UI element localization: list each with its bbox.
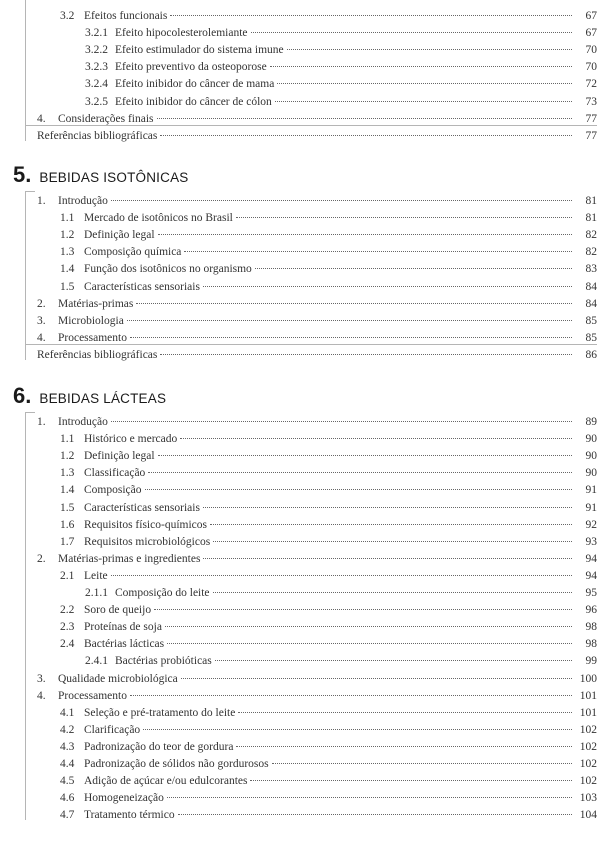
toc-entry[interactable] — [60, 602, 597, 619]
dot-leader — [251, 32, 572, 33]
entry-number: 2.2 — [60, 604, 75, 617]
entry-title: Matérias-primas e ingredientes — [58, 552, 201, 565]
entry-number: 1.7 — [60, 535, 75, 548]
entry-page-number: 103 — [579, 792, 597, 805]
dot-leader — [160, 354, 572, 355]
entry-number: 1.5 — [60, 501, 75, 514]
entry-number: 4. — [37, 689, 46, 702]
entry-page-number: 86 — [585, 348, 597, 361]
toc-entry[interactable] — [60, 227, 597, 244]
entry-page-number: 77 — [585, 112, 597, 125]
entry-number: 1.1 — [60, 433, 75, 446]
section-rule — [25, 191, 35, 192]
dot-leader — [203, 507, 572, 508]
toc-entry[interactable] — [37, 193, 597, 210]
dot-leader — [272, 763, 572, 764]
dot-leader — [236, 746, 572, 747]
entry-page-number: 89 — [585, 416, 597, 428]
entry-number: 1. — [37, 195, 46, 207]
toc-entry[interactable] — [60, 705, 597, 722]
dot-leader — [154, 609, 572, 610]
entry-number: 4. — [37, 112, 46, 125]
entry-number: 4.3 — [60, 740, 75, 753]
entry-number: 3.2.3 — [85, 61, 108, 74]
entry-number: 3.2 — [60, 10, 75, 22]
entry-page-number: 90 — [585, 450, 597, 463]
entry-page-number: 92 — [585, 518, 597, 531]
dot-leader — [170, 15, 572, 16]
entry-number: 2.4 — [60, 638, 75, 651]
entry-page-number: 82 — [585, 229, 597, 242]
dot-leader — [178, 814, 572, 815]
entry-title: Efeito inibidor do câncer de mama — [115, 78, 275, 91]
entry-number: 2.3 — [60, 621, 75, 634]
toc-entry[interactable] — [60, 279, 597, 296]
toc-entry[interactable] — [60, 8, 597, 25]
dot-leader — [238, 712, 572, 713]
entry-page-number: 67 — [585, 10, 597, 22]
dot-leader — [213, 592, 572, 593]
entry-title: Requisitos microbiológicos — [84, 535, 211, 548]
entry-page-number: 67 — [585, 27, 597, 40]
dot-leader — [277, 83, 572, 84]
toc-entry[interactable] — [60, 261, 597, 278]
entry-number: 1.2 — [60, 229, 75, 242]
toc-entry[interactable] — [60, 534, 597, 551]
entry-title: Qualidade microbiológica — [58, 672, 178, 685]
entry-number: 2.1 — [60, 569, 75, 582]
dot-leader — [167, 643, 572, 644]
toc-entry[interactable] — [85, 59, 597, 76]
entry-page-number: 98 — [585, 621, 597, 634]
toc-entry[interactable] — [60, 722, 597, 739]
entry-title: Efeito inibidor do câncer de cólon — [115, 95, 272, 108]
entry-title: Seleção e pré-tratamento do leite — [84, 706, 236, 719]
entry-page-number: 93 — [585, 535, 597, 548]
toc-entry[interactable] — [37, 313, 597, 330]
entry-title: Função dos isotônicos no organismo — [84, 263, 252, 276]
section-rule — [25, 412, 26, 820]
entry-number: 1.3 — [60, 467, 75, 480]
toc-entry[interactable] — [60, 773, 597, 790]
entry-page-number: 101 — [579, 689, 597, 702]
toc-entry[interactable] — [85, 653, 597, 670]
entry-number: 1.6 — [60, 518, 75, 531]
entry-title: Soro de queijo — [84, 604, 152, 617]
dot-leader — [111, 575, 572, 576]
entry-page-number: 102 — [579, 740, 597, 753]
toc-entry[interactable] — [85, 25, 597, 42]
dot-leader — [255, 268, 572, 269]
entry-number: 2. — [37, 297, 46, 310]
entry-title: Histórico e mercado — [84, 433, 178, 446]
entry-number: 3.2.5 — [85, 95, 108, 108]
toc-entry[interactable] — [60, 500, 597, 517]
dot-leader — [215, 660, 572, 661]
entry-page-number: 102 — [579, 723, 597, 736]
entry-title: Clarificação — [84, 723, 141, 736]
toc-entry[interactable] — [60, 517, 597, 534]
entry-number: 3. — [37, 314, 46, 327]
entry-title: Características sensoriais — [84, 280, 200, 293]
entry-number: 3. — [37, 672, 46, 685]
toc-entry[interactable] — [60, 448, 597, 465]
entry-number: 4.4 — [60, 758, 75, 770]
entry-page-number: 94 — [585, 552, 597, 565]
entry-title: Composição química — [84, 246, 182, 259]
entry-number: 1.3 — [60, 246, 75, 259]
entry-title: Considerações finais — [58, 112, 154, 125]
entry-number: 2.1.1 — [85, 587, 108, 599]
toc-entry[interactable] — [60, 465, 597, 482]
entry-number: 3.2.1 — [85, 27, 108, 40]
toc-entry[interactable] — [37, 688, 597, 705]
entry-page-number: 96 — [585, 604, 597, 617]
toc-entry[interactable] — [37, 296, 597, 313]
entry-page-number: 84 — [585, 297, 597, 310]
section-rule — [25, 191, 26, 360]
toc-entry[interactable] — [60, 482, 597, 499]
chapter-number: 5. — [13, 162, 32, 187]
entry-page-number: 91 — [585, 484, 597, 497]
dot-leader — [143, 729, 572, 730]
entry-page-number: 101 — [579, 706, 597, 719]
chapter-heading — [13, 383, 166, 409]
entry-title: Classificação — [84, 467, 146, 480]
dot-leader — [145, 489, 573, 490]
dot-leader — [148, 472, 572, 473]
entry-title: Tratamento térmico — [84, 809, 175, 822]
entry-title: Padronização do teor de gordura — [84, 740, 234, 753]
dot-leader — [180, 438, 572, 439]
entry-page-number: 84 — [585, 280, 597, 293]
entry-page-number: 83 — [585, 263, 597, 276]
entry-number: 1.5 — [60, 280, 75, 293]
entry-page-number: 104 — [579, 809, 597, 822]
entry-page-number: 77 — [585, 129, 597, 142]
dot-leader — [111, 200, 572, 201]
entry-number: 1.4 — [60, 263, 75, 276]
entry-number: 1. — [37, 416, 46, 428]
entry-page-number: 102 — [579, 775, 597, 788]
dot-leader — [165, 626, 572, 627]
toc-entry[interactable] — [85, 76, 597, 93]
entry-number: 2.4.1 — [85, 655, 108, 668]
dot-leader — [275, 101, 572, 102]
entry-number: 3.2.2 — [85, 44, 108, 57]
entry-title: Padronização de sólidos não gordurosos — [84, 758, 269, 770]
entry-title: Características sensoriais — [84, 501, 200, 514]
toc-entry[interactable] — [37, 414, 597, 431]
entry-page-number: 82 — [585, 246, 597, 259]
entry-page-number: 90 — [585, 433, 597, 446]
entry-number: 1.2 — [60, 450, 75, 463]
dot-leader — [136, 303, 572, 304]
entry-page-number: 102 — [579, 758, 597, 770]
entry-page-number: 81 — [585, 212, 597, 225]
entry-title: Efeito hipocolesterolemiante — [115, 27, 248, 40]
entry-number: 2. — [37, 552, 46, 565]
entry-page-number: 85 — [585, 314, 597, 327]
entry-title: Composição do leite — [115, 587, 210, 599]
entry-number: 4.7 — [60, 809, 75, 822]
toc-entry[interactable] — [37, 347, 597, 364]
dot-leader — [210, 524, 572, 525]
entry-number: 1.1 — [60, 212, 75, 225]
entry-title: Introdução — [58, 195, 108, 207]
toc-entry[interactable] — [60, 790, 597, 807]
chapter-title: BEBIDAS LÁCTEAS — [39, 391, 167, 406]
entry-title: Adição de açúcar e/ou edulcorantes — [84, 775, 248, 788]
toc-entry[interactable] — [37, 671, 597, 688]
entry-number: 3.2.4 — [85, 78, 108, 91]
toc-entry[interactable] — [60, 210, 597, 227]
chapter-number: 6. — [13, 383, 32, 408]
entry-title: Proteínas de soja — [84, 621, 162, 634]
entry-title: Efeito estimulador do sistema imune — [115, 44, 284, 57]
toc-entry[interactable] — [60, 568, 597, 585]
entry-number: 4.5 — [60, 775, 75, 788]
section-rule — [25, 0, 26, 141]
entry-title: Microbiologia — [58, 314, 124, 327]
toc-entry[interactable] — [60, 244, 597, 261]
entry-title: Bactérias lácticas — [84, 638, 165, 651]
entry-title: Efeito preventivo da osteoporose — [115, 61, 267, 74]
entry-page-number: 95 — [585, 587, 597, 599]
dot-leader — [184, 251, 572, 252]
entry-title: Referências bibliográficas — [37, 129, 158, 142]
entry-number: 4.1 — [60, 706, 75, 719]
toc-entry[interactable] — [85, 585, 597, 602]
entry-page-number: 81 — [585, 195, 597, 207]
dot-leader — [236, 217, 572, 218]
toc-entry[interactable] — [37, 551, 597, 568]
dot-leader — [111, 421, 572, 422]
entry-title: Processamento — [58, 689, 127, 702]
entry-title: Matérias-primas — [58, 297, 134, 310]
entry-title: Mercado de isotônicos no Brasil — [84, 212, 233, 225]
entry-title: Definição legal — [84, 450, 155, 463]
toc-entry[interactable] — [60, 807, 597, 824]
entry-title: Bactérias probióticas — [115, 655, 212, 668]
chapter-heading — [13, 162, 189, 188]
chapter-title: BEBIDAS ISOTÔNICAS — [39, 170, 189, 185]
entry-title: Homogeneização — [84, 792, 164, 805]
entry-page-number: 94 — [585, 569, 597, 582]
entry-title: Processamento — [58, 331, 127, 344]
entry-title: Referências bibliográficas — [37, 348, 158, 361]
dot-leader — [203, 286, 572, 287]
toc-entry[interactable] — [60, 431, 597, 448]
entry-page-number: 90 — [585, 467, 597, 480]
entry-title: Composição — [84, 484, 142, 497]
entry-page-number: 98 — [585, 638, 597, 651]
entry-title: Requisitos físico-químicos — [84, 518, 207, 531]
dot-leader — [158, 455, 572, 456]
entry-page-number: 70 — [585, 44, 597, 57]
entry-number: 1.4 — [60, 484, 75, 497]
dot-leader — [203, 558, 572, 559]
entry-page-number: 70 — [585, 61, 597, 74]
entry-number: 4.6 — [60, 792, 75, 805]
dot-leader — [287, 49, 572, 50]
entry-page-number: 85 — [585, 331, 597, 344]
entry-title: Introdução — [58, 416, 108, 428]
dot-leader — [158, 234, 572, 235]
entry-page-number: 72 — [585, 78, 597, 91]
section-rule — [25, 412, 35, 413]
entry-page-number: 100 — [579, 672, 597, 685]
entry-page-number: 91 — [585, 501, 597, 514]
entry-title: Definição legal — [84, 229, 155, 242]
dot-leader — [130, 695, 572, 696]
entry-page-number: 99 — [585, 655, 597, 668]
entry-number: 4. — [37, 331, 46, 344]
dot-leader — [130, 337, 572, 338]
toc-entry[interactable] — [37, 128, 597, 145]
dot-leader — [127, 320, 572, 321]
section-divider — [25, 125, 597, 126]
toc-entry[interactable] — [85, 94, 597, 111]
dot-leader — [250, 780, 572, 781]
dot-leader — [181, 678, 572, 679]
toc-entry[interactable] — [60, 619, 597, 636]
toc-entry[interactable] — [60, 739, 597, 756]
toc-entry[interactable] — [85, 42, 597, 59]
dot-leader — [213, 541, 572, 542]
toc-entry[interactable] — [60, 636, 597, 653]
toc-entry[interactable] — [60, 756, 597, 773]
section-divider — [25, 344, 597, 345]
dot-leader — [270, 66, 572, 67]
entry-page-number: 73 — [585, 95, 597, 108]
dot-leader — [167, 797, 572, 798]
entry-number: 4.2 — [60, 723, 75, 736]
entry-title: Leite — [84, 569, 108, 582]
dot-leader — [157, 118, 573, 119]
entry-title: Efeitos funcionais — [84, 10, 168, 22]
dot-leader — [160, 135, 572, 136]
